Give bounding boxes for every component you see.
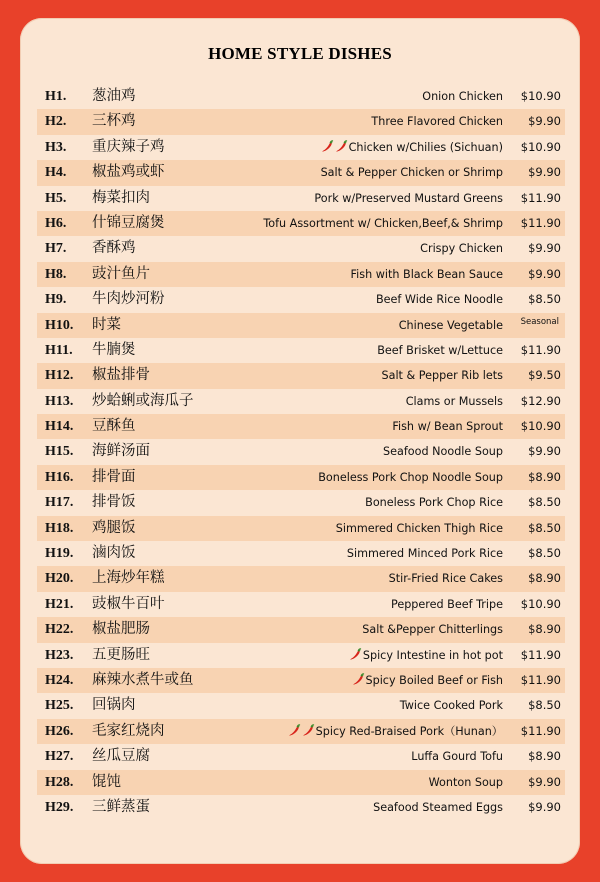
menu-item-row xyxy=(37,617,565,642)
item-english-name xyxy=(411,744,503,769)
item-chinese-name: 什锦豆腐煲 xyxy=(92,214,165,231)
item-chinese-name: 豉汁鱼片 xyxy=(92,265,150,282)
item-english-label: Beef Wide Rice Noodle xyxy=(375,293,503,307)
item-chinese-name: 牛腩煲 xyxy=(92,341,136,358)
chili-pepper-icon xyxy=(352,674,366,687)
item-price: $9.90 xyxy=(528,241,561,256)
menu-item-row xyxy=(37,135,565,160)
item-price: $11.90 xyxy=(520,215,561,230)
item-english-name xyxy=(351,262,503,287)
item-english-name xyxy=(377,338,503,363)
menu-item-row xyxy=(37,566,565,591)
item-code: H19. xyxy=(45,546,74,562)
item-english-label: Twice Cooked Pork xyxy=(399,699,503,713)
item-price: $9.90 xyxy=(528,266,561,281)
item-english-name xyxy=(376,287,503,312)
item-english-name xyxy=(288,719,503,744)
menu-title: HOME STYLE DISHES xyxy=(208,44,392,63)
item-chinese-name: 上海炒年糕 xyxy=(92,570,165,587)
item-code: H9. xyxy=(45,292,67,308)
item-code: H26. xyxy=(45,723,74,739)
item-code: H18. xyxy=(45,520,74,536)
item-code: H29. xyxy=(45,799,74,815)
item-english-label: Spicy Boiled Beef or Fish xyxy=(365,673,503,687)
item-price: $8.50 xyxy=(528,292,561,307)
item-code: H25. xyxy=(45,698,74,714)
item-code: H12. xyxy=(45,368,74,384)
item-english-label: Tofu Assortment w/ Chicken,Beef,& Shrimp xyxy=(263,216,503,230)
item-price: $9.50 xyxy=(528,368,561,383)
menu-item-row xyxy=(37,414,565,439)
item-code: H13. xyxy=(45,393,74,409)
menu-item-row xyxy=(37,541,565,566)
item-price: $11.90 xyxy=(520,723,561,738)
item-english-label: Onion Chicken xyxy=(422,90,503,103)
menu-item-row xyxy=(37,719,565,744)
menu-item-row xyxy=(37,236,565,261)
item-english-label: Chinese Vegetable xyxy=(398,318,503,332)
item-english-name xyxy=(391,592,503,617)
item-code: H8. xyxy=(45,266,67,282)
item-chinese-name: 滷肉饭 xyxy=(92,545,136,562)
menu-item-row xyxy=(37,313,565,338)
item-english-label: Salt &Pepper Chitterlings xyxy=(362,623,503,637)
item-code: H28. xyxy=(45,774,74,790)
menu-item-row xyxy=(37,744,565,769)
item-chinese-name: 三鲜蒸蛋 xyxy=(92,798,150,815)
item-price: $9.90 xyxy=(528,774,561,789)
item-chinese-name: 鸡腿饭 xyxy=(92,519,136,536)
item-code: H15. xyxy=(45,444,74,460)
menu-list xyxy=(37,84,565,820)
item-code: H22. xyxy=(45,622,74,638)
item-english-name xyxy=(400,693,503,718)
item-english-label: Crispy Chicken xyxy=(420,242,503,256)
item-english-label: Boneless Pork Chop Rice xyxy=(365,496,503,510)
item-price: $9.90 xyxy=(528,165,561,180)
menu-item-row xyxy=(37,770,565,795)
item-chinese-name: 排骨面 xyxy=(92,468,136,485)
item-english-label: Salt & Pepper Chicken or Shrimp xyxy=(320,166,503,180)
item-price: $10.90 xyxy=(520,139,561,154)
item-english-name xyxy=(371,109,503,134)
chili-pepper-icon xyxy=(349,649,363,662)
menu-item-row xyxy=(37,795,565,820)
item-chinese-name: 重庆辣子鸡 xyxy=(92,138,165,155)
item-chinese-name: 排骨饭 xyxy=(92,494,136,511)
item-price: $8.50 xyxy=(528,698,561,713)
item-chinese-name: 海鲜汤面 xyxy=(92,443,150,460)
item-english-name xyxy=(392,414,503,439)
item-english-name xyxy=(373,795,503,820)
item-english-label: Simmered Minced Pork Rice xyxy=(346,547,503,561)
item-english-name xyxy=(352,668,504,693)
item-english-name xyxy=(381,363,503,388)
item-chinese-name: 炒蛤蜊或海瓜子 xyxy=(92,392,194,409)
item-code: H21. xyxy=(45,596,74,612)
item-price: $8.90 xyxy=(528,749,561,764)
item-price: $10.90 xyxy=(520,419,561,434)
menu-item-row xyxy=(37,643,565,668)
item-code: H5. xyxy=(45,190,67,206)
item-english-name xyxy=(399,313,503,338)
chili-pepper-icon xyxy=(321,141,335,154)
item-price: $8.50 xyxy=(528,495,561,510)
item-english-name xyxy=(429,770,503,795)
item-english-name xyxy=(263,211,503,236)
item-english-name xyxy=(314,186,503,211)
menu-item-row xyxy=(37,516,565,541)
item-price: $9.90 xyxy=(528,799,561,814)
item-chinese-name: 馄饨 xyxy=(92,773,121,790)
item-english-name xyxy=(347,541,503,566)
item-code: H2. xyxy=(45,114,67,130)
item-code: H7. xyxy=(45,241,67,257)
menu-item-row xyxy=(37,211,565,236)
item-english-name xyxy=(365,490,503,515)
item-english-label: Fish with Black Bean Sauce xyxy=(350,267,503,281)
item-english-name xyxy=(318,465,503,490)
item-english-name xyxy=(406,389,503,414)
menu-item-row xyxy=(37,287,565,312)
menu-item-row xyxy=(37,262,565,287)
menu-item-row xyxy=(37,465,565,490)
item-chinese-name: 豉椒牛百叶 xyxy=(92,595,165,612)
item-chinese-name: 椒盐排骨 xyxy=(92,367,150,384)
item-english-label: Pork w/Preserved Mustard Greens xyxy=(314,191,503,205)
chili-pepper-icon xyxy=(335,141,349,154)
menu-item-row xyxy=(37,439,565,464)
item-code: H20. xyxy=(45,571,74,587)
item-chinese-name: 毛家红烧肉 xyxy=(92,722,165,739)
item-english-label: Luffa Gourd Tofu xyxy=(411,750,503,764)
menu-item-row xyxy=(37,160,565,185)
menu-item-row xyxy=(37,338,565,363)
item-price: $8.50 xyxy=(528,546,561,561)
item-english-label: Simmered Chicken Thigh Rice xyxy=(335,521,503,535)
item-english-label: Fish w/ Bean Sprout xyxy=(392,420,503,434)
item-english-label: Clams or Mussels xyxy=(405,394,503,408)
item-price: $11.90 xyxy=(520,672,561,687)
item-english-name xyxy=(321,160,503,185)
item-code: H17. xyxy=(45,495,74,511)
item-price: $11.90 xyxy=(520,342,561,357)
item-chinese-name: 三杯鸡 xyxy=(92,113,136,130)
item-english-name xyxy=(349,643,503,668)
item-english-name xyxy=(383,439,503,464)
menu-item-row xyxy=(37,693,565,718)
menu-item-row xyxy=(37,186,565,211)
item-chinese-name: 椒盐鸡或虾 xyxy=(92,164,165,181)
item-english-label: Chicken w/Chilies (Sichuan) xyxy=(348,140,503,154)
item-code: H6. xyxy=(45,215,67,231)
item-code: H24. xyxy=(45,672,74,688)
item-chinese-name: 豆酥鱼 xyxy=(92,418,136,435)
item-chinese-name: 五更肠旺 xyxy=(92,646,150,663)
item-english-name xyxy=(420,236,503,261)
item-chinese-name: 牛肉炒河粉 xyxy=(92,291,165,308)
item-price: $12.90 xyxy=(520,393,561,408)
item-code: H3. xyxy=(45,139,67,155)
item-english-label: Wonton Soup xyxy=(428,775,503,789)
item-price: $11.90 xyxy=(520,647,561,662)
menu-item-row xyxy=(37,363,565,388)
item-code: H1. xyxy=(45,89,67,104)
item-price: $10.90 xyxy=(520,596,561,611)
item-chinese-name: 时菜 xyxy=(92,316,121,333)
item-english-label: Stir-Fried Rice Cakes xyxy=(388,572,503,586)
item-english-name xyxy=(336,516,503,541)
item-english-label: Spicy Red-Braised Pork（Hunan） xyxy=(315,724,503,738)
item-price: $8.90 xyxy=(528,469,561,484)
item-english-label: Beef Brisket w/Lettuce xyxy=(377,343,503,357)
item-code: H11. xyxy=(45,342,73,358)
menu-item-row xyxy=(37,668,565,693)
item-english-name xyxy=(422,84,503,109)
item-price: $8.90 xyxy=(528,622,561,637)
item-code: H23. xyxy=(45,647,74,663)
item-english-name xyxy=(321,135,503,160)
item-chinese-name: 麻辣水煮牛或鱼 xyxy=(92,671,194,688)
item-price: $8.50 xyxy=(528,520,561,535)
menu-item-row xyxy=(37,109,565,134)
menu-item-row xyxy=(37,592,565,617)
item-english-label: Boneless Pork Chop Noodle Soup xyxy=(318,470,503,484)
item-chinese-name: 葱油鸡 xyxy=(92,88,136,104)
chili-pepper-icon xyxy=(302,725,316,738)
menu-item-row xyxy=(37,389,565,414)
chili-pepper-icon xyxy=(288,725,302,738)
item-english-label: Seafood Noodle Soup xyxy=(383,445,503,459)
item-price: $8.90 xyxy=(528,571,561,586)
item-chinese-name: 回锅肉 xyxy=(92,697,136,714)
menu-item-row xyxy=(37,84,565,109)
item-code: H4. xyxy=(45,165,67,181)
item-english-label: Peppered Beef Tripe xyxy=(390,597,503,611)
item-english-label: Spicy Intestine in hot pot xyxy=(362,648,503,662)
item-english-label: Salt & Pepper Rib lets xyxy=(381,369,503,383)
item-code: H27. xyxy=(45,749,74,765)
item-english-label: Three Flavored Chicken xyxy=(371,115,503,129)
item-english-label: Seafood Steamed Eggs xyxy=(373,800,503,814)
item-price: $10.90 xyxy=(520,89,561,103)
item-chinese-name: 香酥鸡 xyxy=(92,240,136,257)
item-price: $9.90 xyxy=(528,114,561,129)
item-code: H10. xyxy=(45,317,74,333)
menu-item-row xyxy=(37,490,565,515)
item-code: H16. xyxy=(45,469,74,485)
item-price: $9.90 xyxy=(528,444,561,459)
item-price: $11.90 xyxy=(520,190,561,205)
item-chinese-name: 椒盐肥肠 xyxy=(92,621,150,638)
item-chinese-name: 丝瓜豆腐 xyxy=(92,748,150,765)
item-english-name xyxy=(389,566,503,591)
item-english-name xyxy=(362,617,503,642)
item-chinese-name: 梅菜扣肉 xyxy=(92,189,150,206)
item-code: H14. xyxy=(45,419,74,435)
item-price: Seasonal xyxy=(520,316,559,327)
